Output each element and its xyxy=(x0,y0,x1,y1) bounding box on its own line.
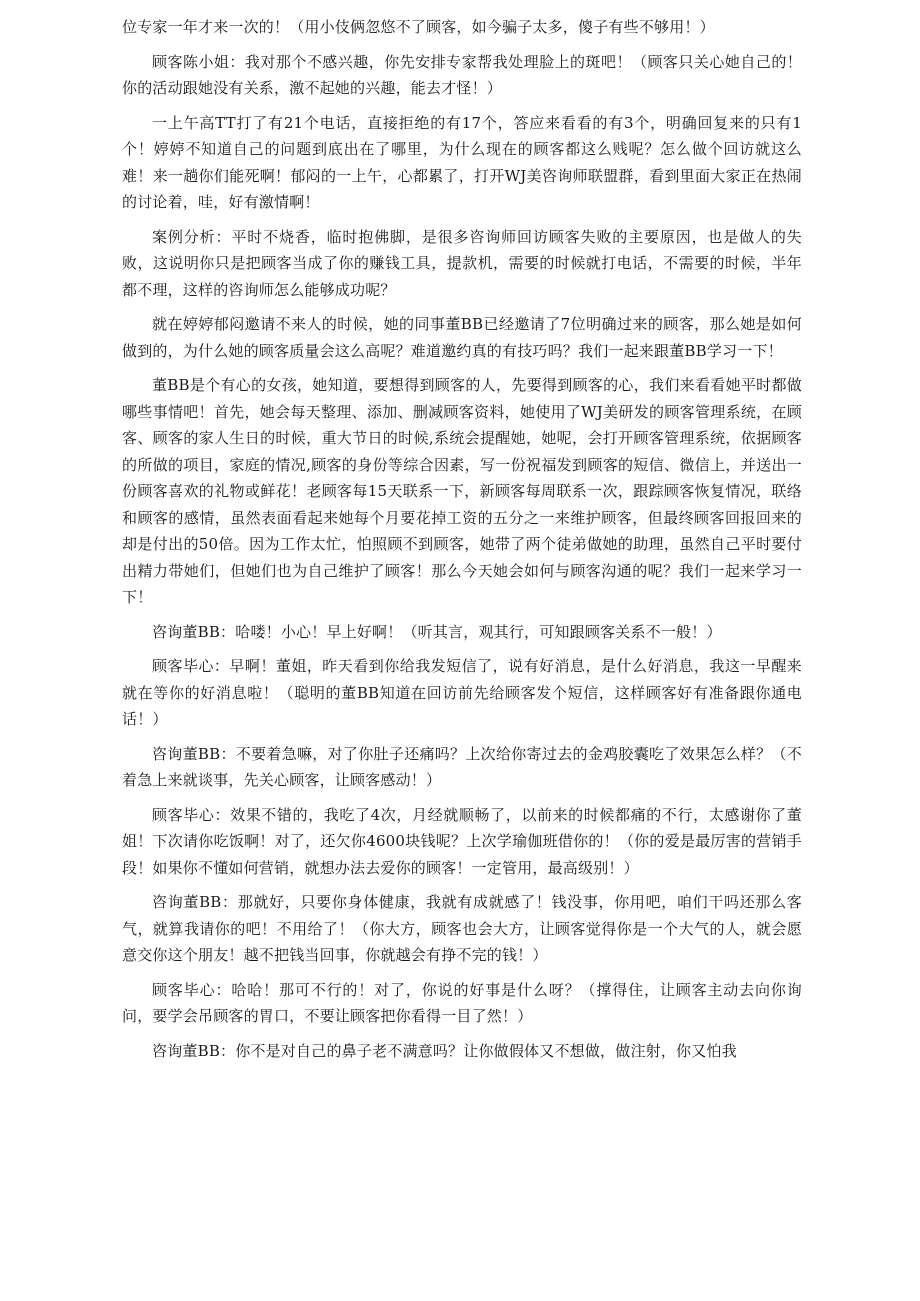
paragraph-10: 顾客毕心：效果不错的，我吃了4次，月经就顺畅了，以前来的时候都痛的不行，太感谢你了董姐！下次请你吃饭啊！对了，还欠你4600块钱呢？上次学瑜伽班借你的！（你的爱是最厉害的营销手段！如果你不懂如何营销，就想办法去爱你的顾客！一定管用，最高级别！） xyxy=(122,805,802,877)
paragraph-9: 咨询董BB：不要着急嘛，对了你肚子还痛吗？上次给你寄过去的金鸡胶囊吃了效果怎么样？（不着急上来就谈事，先关心顾客，让顾客感动！） xyxy=(122,744,802,789)
paragraph-12: 顾客毕心：哈哈！那可不行的！对了，你说的好事是什么呀？（撑得住，让顾客主动去向你询问，要学会吊顾客的胃口，不要让顾客把你看得一目了然！） xyxy=(122,980,802,1025)
paragraph-2: 顾客陈小姐：我对那个不感兴趣，你先安排专家帮我处理脸上的斑吧！（顾客只关心她自己的！你的活动跟她没有关系，激不起她的兴趣，能去才怪！） xyxy=(122,52,802,97)
paragraph-6: 董BB是个有心的女孩，她知道，要想得到顾客的人，先要得到顾客的心，我们来看看她平时都做哪些事情吧！首先，她会每天整理、添加、删减顾客资料，她使用了WJ美研发的顾客管理系统，在顾客、顾客的家人生日的时候，重大节日的时候,系统会提醒她，她呢，会打开顾客管理系统，依据顾客的所做的项目，家庭的情况,顾客的身份等综合因素，写一份祝福发到顾客的短信、微信上，并送出一份顾客喜欢的礼物或鲜花！老顾客每15天联系一下，新顾客每周联系一次，跟踪顾客恢复情况，联络和顾客的感情，虽然表面看起来她每个月要花掉工资的五分之一来维护顾客，但最终顾客回报回来的却是付出的50倍。因为工作太忙，怕照顾不到顾客，她带了两个徒弟做她的助理，虽然自己平时要付出精力带她们，但她们也为自己维护了顾客！那么今天她会如何与顾客沟通的呢？我们一起来学习一下！ xyxy=(122,376,802,606)
paragraph-13: 咨询董BB：你不是对自己的鼻子老不满意吗？让你做假体又不想做，做注射，你又怕我 xyxy=(152,1041,737,1060)
paragraph-11: 咨询董BB：那就好，只要你身体健康，我就有成就感了！钱没事，你用吧，咱们干吗还那么客气，就算我请你的吧！不用给了！（你大方，顾客也会大方，让顾客觉得你是一个大气的人，就会愿意交你这个朋友！越不把钱当回事，你就越会有挣不完的钱！） xyxy=(122,893,802,964)
paragraph-4: 案例分析：平时不烧香，临时抱佛脚，是很多咨询师回访顾客失败的主要原因，也是做人的失败，这说明你只是把顾客当成了你的赚钱工具，提款机，需要的时候就打电话，不需要的时候，半年都不理，这样的咨询师怎么能够成功呢？ xyxy=(122,227,802,299)
paragraph-1: 位专家一年才来一次的！（用小伎俩忽悠不了顾客，如今骗子太多，傻子有些不够用！） xyxy=(122,18,715,36)
paragraph-8: 顾客毕心：早啊！董姐，昨天看到你给我发短信了，说有好消息，是什么好消息，我这一早醒来就在等你的好消息啦！（聪明的董BB知道在回访前先给顾客发个短信，这样顾客好有准备跟你通电话！） xyxy=(122,657,802,728)
paragraph-5: 就在婷婷郁闷邀请不来人的时候，她的同事董BB已经邀请了7位明确过来的顾客，那么她是如何做到的，为什么她的顾客质量会这么高呢？难道邀约真的有技巧吗？我们一起来跟董BB学习一下！ xyxy=(122,315,802,360)
paragraph-3: 一上午高TT打了有21个电话，直接拒绝的有17个，答应来看看的有3个，明确回复来的只有1个！婷婷不知道自己的问题到底出在了哪里，为什么现在的顾客都这么贱呢？怎么做个回访就这么难！来一趟你们能死啊！郁闷的一上午，心都累了，打开WJ美咨询师联盟群，看到里面大家正在热闹的讨论着，哇，好有激情啊！ xyxy=(122,113,802,211)
paragraph-7: 咨询董BB：哈喽！小心！早上好啊！（听其言，观其行，可知跟顾客关系不一般！） xyxy=(152,622,722,641)
